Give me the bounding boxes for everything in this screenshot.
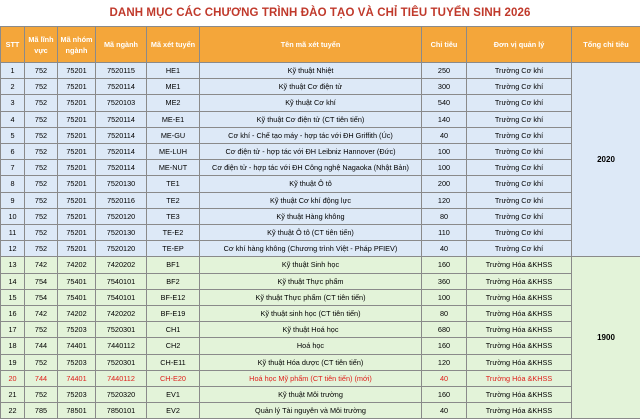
table-cell: 752 bbox=[25, 225, 58, 241]
table-cell: 74401 bbox=[58, 338, 96, 354]
table-row bbox=[1, 241, 640, 257]
table-row bbox=[1, 338, 640, 354]
table-cell: 360 bbox=[422, 273, 467, 289]
table-cell: TE3 bbox=[147, 208, 200, 224]
column-header: Mã xét tuyển bbox=[147, 27, 200, 63]
table-cell: Trường Cơ khí bbox=[467, 160, 572, 176]
table-cell: 5 bbox=[1, 127, 25, 143]
table-cell: 744 bbox=[25, 338, 58, 354]
table-cell: Trường Hóa &KHSS bbox=[467, 257, 572, 273]
table-cell: Trường Hóa &KHSS bbox=[467, 289, 572, 305]
table-cell: Kỹ thuật Cơ khí bbox=[200, 95, 422, 111]
table-cell: Kỹ thuật Cơ điện tử bbox=[200, 79, 422, 95]
table-cell: 300 bbox=[422, 79, 467, 95]
column-header: Mã ngành bbox=[96, 27, 147, 63]
column-header: Tổng chỉ tiêu bbox=[572, 27, 640, 63]
table-cell: 21 bbox=[1, 387, 25, 403]
table-cell: Kỹ thuật Ô tô bbox=[200, 176, 422, 192]
table-cell: 7420202 bbox=[96, 306, 147, 322]
table-cell: 19 bbox=[1, 354, 25, 370]
table-row bbox=[1, 208, 640, 224]
table-cell: 120 bbox=[422, 192, 467, 208]
column-header: STT bbox=[1, 27, 25, 63]
table-cell: 7850101 bbox=[96, 403, 147, 419]
table-cell: 40 bbox=[422, 370, 467, 386]
column-header: Chỉ tiêu bbox=[422, 27, 467, 63]
table-header-row bbox=[1, 27, 640, 63]
table-cell: Kỹ thuật Hàng không bbox=[200, 208, 422, 224]
table-cell: 1 bbox=[1, 63, 25, 79]
table-cell: BF-E19 bbox=[147, 306, 200, 322]
table-cell: ME-LUH bbox=[147, 144, 200, 160]
table-row bbox=[1, 63, 640, 79]
table-cell: 540 bbox=[422, 95, 467, 111]
table-cell: Hoá học Mỹ phẩm (CT tiên tiến) (mới) bbox=[200, 370, 422, 386]
table-cell: 160 bbox=[422, 387, 467, 403]
table-cell: Trường Hóa &KHSS bbox=[467, 354, 572, 370]
table-cell: 680 bbox=[422, 322, 467, 338]
table-cell: 80 bbox=[422, 208, 467, 224]
table-cell: 7520114 bbox=[96, 160, 147, 176]
table-row bbox=[1, 370, 640, 386]
table-cell: 14 bbox=[1, 273, 25, 289]
table-cell: 16 bbox=[1, 306, 25, 322]
table-cell: 250 bbox=[422, 63, 467, 79]
table-cell: 75201 bbox=[58, 63, 96, 79]
table-cell: 75201 bbox=[58, 79, 96, 95]
table-cell: 7520120 bbox=[96, 208, 147, 224]
table-cell: Trường Cơ khí bbox=[467, 176, 572, 192]
table-cell: Trường Cơ khí bbox=[467, 241, 572, 257]
table-cell: Trường Hóa &KHSS bbox=[467, 322, 572, 338]
table-cell: 752 bbox=[25, 160, 58, 176]
table-cell: Kỹ thuật Hóa dược (CT tiên tiến) bbox=[200, 354, 422, 370]
table-row bbox=[1, 160, 640, 176]
table-cell: 140 bbox=[422, 111, 467, 127]
table-cell: Kỹ thuật Thực phẩm (CT tiên tiến) bbox=[200, 289, 422, 305]
table-cell: 752 bbox=[25, 354, 58, 370]
table-cell: Trường Hóa &KHSS bbox=[467, 338, 572, 354]
table-cell: 100 bbox=[422, 289, 467, 305]
table-cell: 7520114 bbox=[96, 111, 147, 127]
table-row bbox=[1, 225, 640, 241]
table-cell: 75203 bbox=[58, 322, 96, 338]
table-cell: 752 bbox=[25, 144, 58, 160]
table-cell: 7520115 bbox=[96, 63, 147, 79]
table-row bbox=[1, 79, 640, 95]
table-cell: TE-EP bbox=[147, 241, 200, 257]
table-row bbox=[1, 95, 640, 111]
table-cell: Kỹ thuật Hoá học bbox=[200, 322, 422, 338]
table-cell: Trường Hóa &KHSS bbox=[467, 273, 572, 289]
table-cell: 100 bbox=[422, 160, 467, 176]
table-cell: 752 bbox=[25, 387, 58, 403]
table-cell: 160 bbox=[422, 338, 467, 354]
table-cell: 742 bbox=[25, 257, 58, 273]
table-row bbox=[1, 306, 640, 322]
table-cell: 18 bbox=[1, 338, 25, 354]
table-cell: EV1 bbox=[147, 387, 200, 403]
table-cell: CH-E20 bbox=[147, 370, 200, 386]
table-cell: 752 bbox=[25, 95, 58, 111]
group-total-cell: 1900 bbox=[572, 257, 640, 419]
table-cell: 100 bbox=[422, 144, 467, 160]
table-cell: Quản lý Tài nguyên và Môi trường bbox=[200, 403, 422, 419]
table-cell: Trường Cơ khí bbox=[467, 144, 572, 160]
table-cell: 75201 bbox=[58, 225, 96, 241]
table-row bbox=[1, 354, 640, 370]
table-cell: Trường Cơ khí bbox=[467, 127, 572, 143]
table-cell: 7420202 bbox=[96, 257, 147, 273]
table-cell: 7440112 bbox=[96, 370, 147, 386]
table-cell: Cơ khí hàng không (Chương trình Việt - Pháp PFIEV) bbox=[200, 241, 422, 257]
table-row bbox=[1, 176, 640, 192]
table-cell: TE2 bbox=[147, 192, 200, 208]
table-cell: 75201 bbox=[58, 144, 96, 160]
table-cell: 752 bbox=[25, 241, 58, 257]
table-cell: Kỹ thuật Cơ khí động lực bbox=[200, 192, 422, 208]
table-cell: 74202 bbox=[58, 257, 96, 273]
table-cell: 2 bbox=[1, 79, 25, 95]
table-cell: 75203 bbox=[58, 387, 96, 403]
table-cell: Kỹ thuật sinh học (CT tiên tiến) bbox=[200, 306, 422, 322]
table-cell: 17 bbox=[1, 322, 25, 338]
table-cell: Trường Hóa &KHSS bbox=[467, 306, 572, 322]
table-cell: Trường Hóa &KHSS bbox=[467, 403, 572, 419]
program-table bbox=[0, 26, 640, 419]
table-cell: Cơ điện tử - hợp tác với ĐH Công nghệ Nagaoka (Nhật Bản) bbox=[200, 160, 422, 176]
table-cell: 7520301 bbox=[96, 354, 147, 370]
table-cell: CH2 bbox=[147, 338, 200, 354]
table-cell: CH-E11 bbox=[147, 354, 200, 370]
table-cell: ME1 bbox=[147, 79, 200, 95]
table-cell: 40 bbox=[422, 241, 467, 257]
column-header: Đơn vị quản lý bbox=[467, 27, 572, 63]
table-cell: HE1 bbox=[147, 63, 200, 79]
table-row bbox=[1, 289, 640, 305]
table-cell: Kỹ thuật Môi trường bbox=[200, 387, 422, 403]
table-cell: 7520114 bbox=[96, 127, 147, 143]
table-cell: 7520103 bbox=[96, 95, 147, 111]
table-cell: 120 bbox=[422, 354, 467, 370]
table-row bbox=[1, 192, 640, 208]
table-cell: 75201 bbox=[58, 192, 96, 208]
table-cell: 200 bbox=[422, 176, 467, 192]
table-row bbox=[1, 387, 640, 403]
table-cell: Trường Cơ khí bbox=[467, 95, 572, 111]
table-cell: 75201 bbox=[58, 241, 96, 257]
table-cell: 75201 bbox=[58, 95, 96, 111]
table-cell: 11 bbox=[1, 225, 25, 241]
table-cell: 78501 bbox=[58, 403, 96, 419]
table-cell: 3 bbox=[1, 95, 25, 111]
table-cell: Trường Hóa &KHSS bbox=[467, 387, 572, 403]
table-cell: 74401 bbox=[58, 370, 96, 386]
table-cell: 754 bbox=[25, 289, 58, 305]
page-title: DANH MỤC CÁC CHƯƠNG TRÌNH ĐÀO TẠO VÀ CHỈ TIÊU TUYỂN SINH 2026 bbox=[0, 0, 640, 26]
table-cell: 752 bbox=[25, 127, 58, 143]
table-cell: 75201 bbox=[58, 208, 96, 224]
table-cell: 110 bbox=[422, 225, 467, 241]
table-cell: 75401 bbox=[58, 273, 96, 289]
table-cell: EV2 bbox=[147, 403, 200, 419]
table-cell: 752 bbox=[25, 111, 58, 127]
table-cell: 15 bbox=[1, 289, 25, 305]
table-cell: 7520130 bbox=[96, 225, 147, 241]
table-cell: 8 bbox=[1, 176, 25, 192]
table-cell: 785 bbox=[25, 403, 58, 419]
table-cell: 74202 bbox=[58, 306, 96, 322]
column-header: Mã lĩnh vực bbox=[25, 27, 58, 63]
table-cell: 75201 bbox=[58, 160, 96, 176]
table-cell: Trường Cơ khí bbox=[467, 63, 572, 79]
table-cell: TE-E2 bbox=[147, 225, 200, 241]
table-cell: 752 bbox=[25, 176, 58, 192]
column-header: Tên mã xét tuyển bbox=[200, 27, 422, 63]
table-cell: Hoá học bbox=[200, 338, 422, 354]
table-cell: 22 bbox=[1, 403, 25, 419]
table-cell: 7520114 bbox=[96, 144, 147, 160]
table-cell: 7 bbox=[1, 160, 25, 176]
table-cell: BF1 bbox=[147, 257, 200, 273]
table-cell: 160 bbox=[422, 257, 467, 273]
table-cell: 7440112 bbox=[96, 338, 147, 354]
table-cell: 752 bbox=[25, 208, 58, 224]
table-cell: BF-E12 bbox=[147, 289, 200, 305]
table-cell: 12 bbox=[1, 241, 25, 257]
table-cell: 75201 bbox=[58, 127, 96, 143]
table-cell: 7520130 bbox=[96, 176, 147, 192]
table-cell: 80 bbox=[422, 306, 467, 322]
table-cell: Trường Hóa &KHSS bbox=[467, 370, 572, 386]
table-cell: Kỹ thuật Cơ điện tử (CT tiên tiến) bbox=[200, 111, 422, 127]
table-cell: 7540101 bbox=[96, 289, 147, 305]
table-cell: Trường Cơ khí bbox=[467, 192, 572, 208]
table-cell: Trường Cơ khí bbox=[467, 225, 572, 241]
table-cell: 7520116 bbox=[96, 192, 147, 208]
table-cell: Kỹ thuật Sinh học bbox=[200, 257, 422, 273]
table-cell: Cơ điện tử - hợp tác với ĐH Leibniz Hannover (Đức) bbox=[200, 144, 422, 160]
table-cell: 75201 bbox=[58, 111, 96, 127]
table-cell: Kỹ thuật Nhiệt bbox=[200, 63, 422, 79]
table-cell: Trường Cơ khí bbox=[467, 208, 572, 224]
table-cell: ME-GU bbox=[147, 127, 200, 143]
table-cell: Cơ khí - Chế tạo máy - hợp tác với ĐH Griffith (Úc) bbox=[200, 127, 422, 143]
table-cell: 7520301 bbox=[96, 322, 147, 338]
table-cell: Kỹ thuật Thực phẩm bbox=[200, 273, 422, 289]
table-cell: 754 bbox=[25, 273, 58, 289]
group-total-cell: 2020 bbox=[572, 63, 640, 257]
table-cell: 742 bbox=[25, 306, 58, 322]
table-cell: 10 bbox=[1, 208, 25, 224]
table-cell: TE1 bbox=[147, 176, 200, 192]
table-row bbox=[1, 257, 640, 273]
table-cell: ME2 bbox=[147, 95, 200, 111]
table-cell: 7520320 bbox=[96, 387, 147, 403]
table-cell: 744 bbox=[25, 370, 58, 386]
table-cell: 7540101 bbox=[96, 273, 147, 289]
table-cell: 4 bbox=[1, 111, 25, 127]
table-cell: 752 bbox=[25, 192, 58, 208]
table-row bbox=[1, 144, 640, 160]
table-cell: CH1 bbox=[147, 322, 200, 338]
table-cell: ME-NUT bbox=[147, 160, 200, 176]
table-cell: 75201 bbox=[58, 176, 96, 192]
table-cell: 13 bbox=[1, 257, 25, 273]
table-cell: 7520120 bbox=[96, 241, 147, 257]
table-cell: Kỹ thuật Ô tô (CT tiên tiến) bbox=[200, 225, 422, 241]
table-row bbox=[1, 403, 640, 419]
column-header: Mã nhóm ngành bbox=[58, 27, 96, 63]
table-row bbox=[1, 273, 640, 289]
table-cell: 752 bbox=[25, 79, 58, 95]
table-cell: 20 bbox=[1, 370, 25, 386]
table-cell: 75401 bbox=[58, 289, 96, 305]
table-cell: Trường Cơ khí bbox=[467, 79, 572, 95]
table-cell: 7520114 bbox=[96, 79, 147, 95]
table-row bbox=[1, 111, 640, 127]
table-cell: ME-E1 bbox=[147, 111, 200, 127]
table-cell: 9 bbox=[1, 192, 25, 208]
table-cell: 6 bbox=[1, 144, 25, 160]
table-cell: 40 bbox=[422, 403, 467, 419]
table-cell: 75203 bbox=[58, 354, 96, 370]
table-row bbox=[1, 322, 640, 338]
table-cell: 40 bbox=[422, 127, 467, 143]
table-cell: 752 bbox=[25, 63, 58, 79]
table-row bbox=[1, 127, 640, 143]
table-cell: Trường Cơ khí bbox=[467, 111, 572, 127]
table-cell: BF2 bbox=[147, 273, 200, 289]
table-cell: 752 bbox=[25, 322, 58, 338]
